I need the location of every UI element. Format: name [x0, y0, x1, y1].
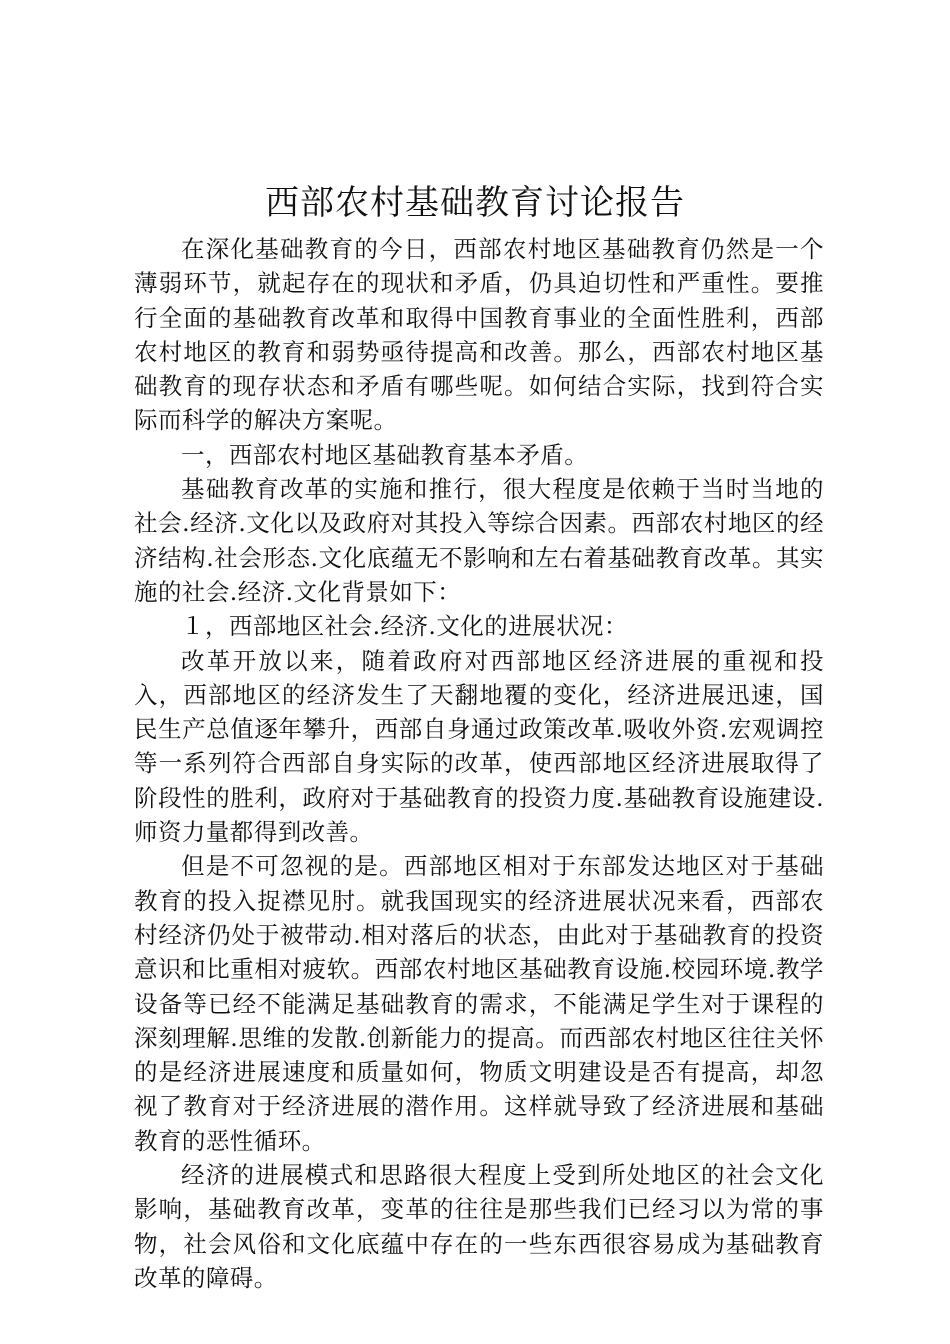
paragraph-reform-progress: 改革开放以来，随着政府对西部地区经济进展的重视和投入，西部地区的经济发生了天翻地覆的变化，经济进展迅速，国民生产总值逐年攀升，西部自身通过政策改革.吸收外资.宏观调控等一系列符合西部自身实际的改革，使西部地区经济进展取得了阶段性的胜利，政府对于基础教育的投资力度.基础教育设施建设.师资力量都得到改善。 — [134, 646, 824, 847]
section-heading-1: 一，西部农村地区基础教育基本矛盾。 — [181, 440, 589, 469]
paragraph-background: 基础教育改革的实施和推行，很大程度是依赖于当时当地的社会.经济.文化以及政府对其投入等综合因素。西部农村地区的经济结构.社会形态.文化底蕴无不影响和左右着基础教育改革。其实施的社会.经济.文化背景如下： — [134, 475, 824, 606]
paragraph-investment-gap: 但是不可忽视的是。西部地区相对于东部发达地区对于基础教育的投入捉襟见肘。就我国现实的经济进展状况来看，西部农村经济仍处于被带动.相对落后的状态，由此对于基础教育的投资意识和比重相对疲软。西部农村地区基础教育设施.校园环境.教学设备等已经不能满足基础教育的需求，不能满足学生对于课程的深刻理解.思维的发散.创新能力的提高。而西部农村地区往往关怀的是经济进展速度和质量如何，物质文明建设是否有提高，却忽视了教育对于经济进展的潜作用。这样就导致了经济进展和基础教育的恶性循环。 — [134, 852, 824, 1155]
paragraph-cultural-influence: 经济的进展模式和思路很大程度上受到所处地区的社会文化影响，基础教育改革，变革的往往是那些我们已经习以为常的事物，社会风俗和文化底蕴中存在的一些东西很容易成为基础教育改革的障碍。 — [134, 1161, 824, 1292]
paragraph-intro: 在深化基础教育的今日，西部农村地区基础教育仍然是一个薄弱环节，就起存在的现状和矛盾，仍具迫切性和严重性。要推行全面的基础教育改革和取得中国教育事业的全面性胜利，西部农村地区的教育和弱势亟待提高和改善。那么，西部农村地区基础教育的现存状态和矛盾有哪些呢。如何结合实际，找到符合实际而科学的解决方案呢。 — [134, 235, 824, 435]
document-title: 西部农村基础教育讨论报告 — [265, 183, 685, 223]
subsection-heading-1: １，西部地区社会.经济.文化的进展状况： — [181, 612, 628, 641]
document-body — [134, 232, 824, 1295]
